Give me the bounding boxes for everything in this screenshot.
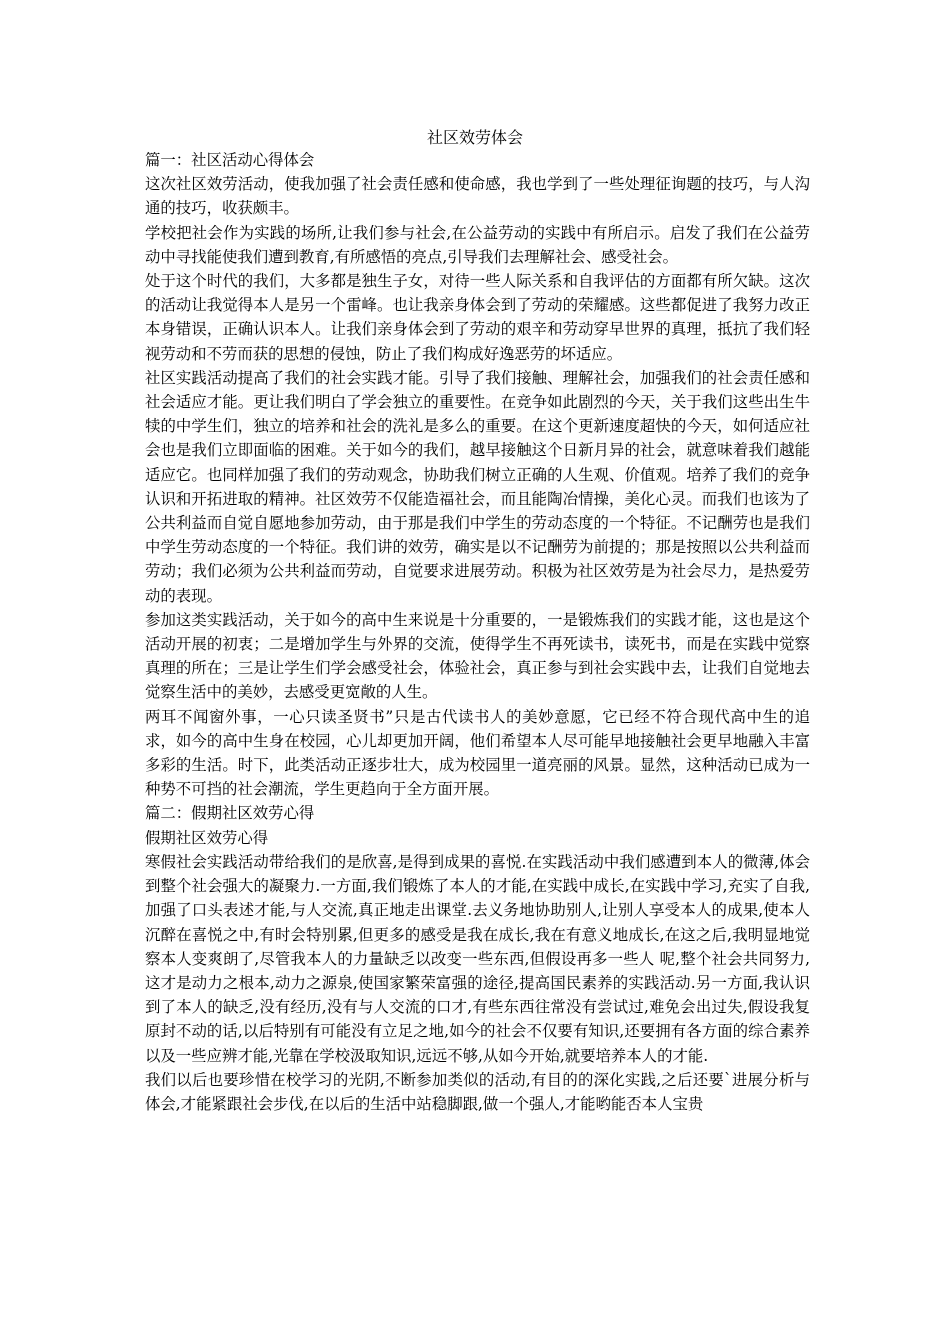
document-body xyxy=(145,148,810,1116)
paragraph: 学校把社会作为实践的场所,让我们参与社会,在公益劳动的实践中有所启示。启发了我们在公益劳动中寻找能使我们遭到教育,有所感悟的亮点,引导我们去理解社会、感受社会。 xyxy=(145,223,810,266)
section-heading-1: 篇一：社区活动心得体会 xyxy=(145,151,315,169)
document-title: 社区效劳体会 xyxy=(426,128,523,147)
paragraph: 寒假社会实践活动带给我们的是欣喜,是得到成果的喜悦.在实践活动中我们感遭到本人的微薄,体会到整个社会强大的凝聚力.一方面,我们锻炼了本人的才能,在实践中成长,在实践中学习,充实了自我,加强了口头表述才能,与人交流,真正地走出课堂.去义务地协助别人,让别人享受本人的成果,使本人沉醉在喜悦之中,有时会特别累,但更多的感受是我在成长,我在有意义地成长,在这之后,我明显地觉察本人变爽朗了,尽管我本人的力量缺乏以改变一些东西,但假设再多一些人 呢,整个社会共同努力,这才是动力之根本,动力之源泉,使国家繁荣富强的途径,提高国民素养的实践活动.另一方面,我认识到了本人的缺乏,没有经历,没有与人交流的口才,有些东西往常没有尝试过,难免会出过失,假设我复原封不动的话,以后特别有可能没有立足之地,如今的社会不仅要有知识,还要拥有各方面的综合素养以及一些应辨才能,光靠在学校汲取知识,远远不够,从如今开始,就要培养本人的才能. xyxy=(145,852,810,1065)
section-subheading-2: 假期社区效劳心得 xyxy=(145,828,269,847)
paragraph: 我们以后也要珍惜在校学习的光阴,不断参加类似的活动,有目的的深化实践,之后还要`进展分析与体会,才能紧跟社会步伐,在以后的生活中站稳脚跟,做一个强人,才能哟能否本人宝贵 xyxy=(145,1070,810,1113)
paragraph: 两耳不闻窗外事，一心只读圣贤书”只是古代读书人的美妙意愿，它已经不符合现代高中生的追求，如今的高中生身在校园，心儿却更加开阔，他们希望本人尽可能早地接触社会更早地融入丰富多彩的生活。时下，此类活动正逐步壮大，成为校园里一道亮丽的风景。显然，这种活动已成为一种势不可挡的社会潮流，学生更趋向于全方面开展。 xyxy=(145,707,810,799)
paragraph: 处于这个时代的我们，大多都是独生子女，对待一些人际关系和自我评估的方面都有所欠缺。这次的活动让我觉得本人是另一个雷峰。也让我亲身体会到了劳动的荣耀感。这些都促进了我努力改正本身错误，正确认识本人。让我们亲身体会到了劳动的艰辛和劳动穿早世界的真理，抵抗了我们轻视劳动和不劳而获的思想的侵蚀，防止了我们构成好逸恶劳的坏适应。 xyxy=(145,272,810,363)
section-heading-2: 篇二：假期社区效劳心得 xyxy=(145,804,315,823)
paragraph: 社区实践活动提高了我们的社会实践才能。引导了我们接触、理解社会，加强我们的社会责任感和社会适应才能。更让我们明白了学会独立的重要性。在竞争如此剧烈的今天，关于我们这些出生牛犊的中学生们，独立的培养和社会的洗礼是多么的重要。在这个更新速度超快的今天，如何适应社会也是我们立即面临的困难。关于如今的我们，越早接触这个日新月异的社会，就意味着我们越能适应它。也同样加强了我们的劳动观念，协助我们树立正确的人生观、价值观。培养了我们的竞争认识和开拓进取的精神。社区效劳不仅能造福社会，而且能陶冶情操，美化心灵。而我们也该为了公共利益而自觉自愿地参加劳动，由于那是我们中学生的劳动态度的一个特征。不记酬劳也是我们中学生劳动态度的一个特征。我们讲的效劳，确实是以不记酬劳为前提的；那是按照以公共利益而劳动；我们必须为公共利益而劳动，自觉要求进展劳动。积极为社区效劳是为社会尽力，是热爱劳动的表现。 xyxy=(145,368,810,605)
paragraph: 这次社区效劳活动，使我加强了社会责任感和使命感，我也学到了一些处理征询题的技巧，与人沟通的技巧，收获颇丰。 xyxy=(145,175,810,218)
paragraph: 参加这类实践活动，关于如今的高中生来说是十分重要的，一是锻炼我们的实践才能，这也是这个活动开展的初衷；二是增加学生与外界的交流，使得学生不再死读书，读死书，而是在实践中觉察真理的所在；三是让学生们学会感受社会，体验社会，真正参与到社会实践中去，让我们自觉地去觉察生活中的美妙，去感受更宽敞的人生。 xyxy=(145,610,810,702)
